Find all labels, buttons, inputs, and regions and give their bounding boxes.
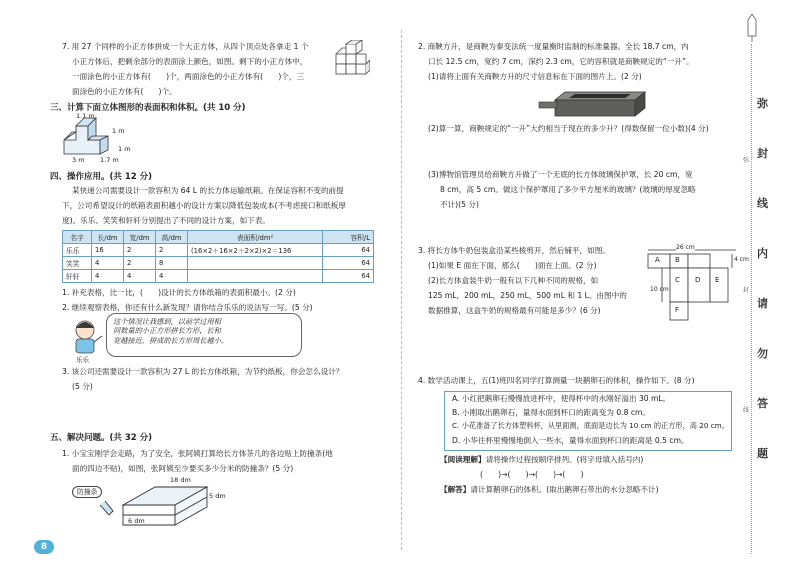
bubble-line1: 这个情况让我感到，以前学过用相 (113, 317, 221, 326)
dim-length: 3 m (72, 156, 85, 164)
dim-6dm: 6 dm (128, 517, 145, 525)
cell: 4 (156, 270, 188, 283)
sec4-p1: 某快递公司需要设计一款容积为 64 L 的长方体运输纸箱。在保证容积不变的前提 (72, 186, 344, 195)
child-figure (68, 318, 104, 360)
cell: 笑笑 (63, 257, 92, 270)
q2-d: (2)算一算，商鞅规定的“一升”大约相当于现在的多少升？(得数保留一位小数)(4 分) (428, 124, 709, 133)
seal-char-1: 弥 (743, 157, 750, 164)
table-row (63, 257, 374, 270)
design-table (62, 230, 374, 283)
dim-4cm: 4 cm (734, 256, 749, 263)
dim-width: 1.7 m (100, 156, 119, 164)
cell: 4 (124, 270, 156, 283)
q4-a: 4. 数学活动课上，五(1)班四名同学打算测量一块鹅卵石的体积，操作如下。(8 分) (418, 376, 695, 385)
cell: 乐乐 (63, 244, 92, 257)
q7-line3: 一面涂色的小正方体有( )个，两面涂色的小正方体有( )个，三 (72, 72, 305, 81)
q2-g: 不计)(5 分) (440, 200, 479, 209)
dim-18dm: 18 dm (170, 476, 191, 484)
cell: 64 (323, 257, 374, 270)
sec5-q1a: 1. 小宝宝刚学会走路，为了安全，张阿姨打算给长方体茶几的各边贴上防撞条(地 (62, 449, 333, 458)
cube-figure (334, 40, 370, 84)
margin-char-1: 弥 (757, 97, 768, 110)
dim-26cm: 26 cm (676, 244, 695, 251)
bubble-line2: 同数量的小正方形拼长方形，长和 (113, 326, 221, 336)
cell: 64 (323, 244, 374, 257)
margin-char-4: 内 (757, 247, 768, 260)
reading-label: 【阅读理解】 (440, 455, 486, 464)
reading-text: 请将操作过程按顺序排列。(将字母填入括号内) (485, 455, 644, 464)
sec4-p2: 下，公司希望设计的纸箱表面积越小的设计方案以降低包装成本(不考虑接口和纸板厚 (62, 201, 346, 210)
q3-c: (2)长方体盒装牛奶一般有以下几种不同的规格，如 (428, 276, 599, 285)
q3-d: 125 mL，200 mL，250 mL，500 mL 和 1 L。由图中的 (428, 291, 627, 300)
seal-char-2: 封 (743, 287, 750, 294)
net-face-f: F (675, 306, 680, 314)
cell: 2 (124, 244, 156, 257)
reading-line (440, 455, 643, 464)
shang-yang-vessel-figure (535, 86, 650, 120)
answer-cell[interactable] (188, 257, 323, 270)
table-row (63, 244, 374, 257)
sec4-q2: 2. 继续观察表格，你还有什么新发现？请你结合乐乐的说法写一写。(5 分) (62, 303, 313, 312)
table-row (63, 270, 374, 283)
answer-cell[interactable] (188, 270, 323, 283)
q2-a: 2. 商鞅方升，是商鞅为秦变法统一度量衡时监制的标准量器。全长 18.7 cm，内 (418, 42, 689, 51)
net-face-b: B (675, 256, 680, 264)
cell: 4 (92, 257, 124, 270)
seal-char-3: 线 (743, 407, 750, 414)
th-volume: 容积/L (323, 231, 374, 244)
section4-title: 四、操作应用。(共 12 分) (50, 172, 153, 182)
q3-b: (1)如果 E 面在下面，那么( )面在上面。(2 分) (428, 261, 597, 270)
table-header-row (63, 231, 374, 244)
q2-f: 8 cm，高 5 cm。做这个保护罩用了多少平方厘米的玻璃？(玻璃的厚度忽略 (440, 185, 696, 194)
sec5-q1b: 面的四边不贴)，如图，张阿姨至少要买多少分米的防撞条？(5 分) (72, 464, 294, 473)
q2-b: 口长 12.5 cm，宽约 7 cm，深约 2.3 cm，它的容积就是商鞅规定的“一升”。 (428, 57, 694, 66)
option-b: B. 小刚取出鹅卵石，量得水面到杯口的距离变为 0.8 cm。 (452, 408, 650, 417)
q3-a: 3. 将长方体牛奶包装盒沿某些棱剪开，然后铺平，如图。 (418, 246, 610, 255)
th-name: 名字 (63, 231, 92, 244)
cell: 64 (323, 270, 374, 283)
page-divider (401, 30, 403, 550)
net-face-c: C (675, 276, 680, 284)
th-width: 宽/dm (124, 231, 156, 244)
th-area: 表面积/dm² (188, 231, 323, 244)
margin-char-2: 封 (757, 147, 768, 160)
margin-char-6: 勿 (757, 347, 768, 360)
dim-height: 1 m (118, 145, 131, 153)
option-d: D. 小华往杯里慢慢地倒入一些水，量得水面到杯口的距离是 0.5 cm。 (452, 436, 689, 445)
margin-char-3: 线 (757, 197, 768, 210)
cell: 轩轩 (63, 270, 92, 283)
order-blanks[interactable]: ( )→( )→( )→( ) (480, 470, 584, 479)
dim-right: 1 m (112, 127, 125, 135)
th-length: 长/dm (92, 231, 124, 244)
option-c: C. 小花准备了长方体塑料杯，从里面测，底面是边长为 10 cm 的正方形，高 20 cm。 (452, 421, 729, 430)
solve-text: 请计算鹅卵石的体积。(取出鹅卵石带出的水分忽略不计) (470, 485, 659, 494)
sec4-q3: 3. 该公司还需要设计一款容积为 27 L 的长方体纸箱，为节约纸板，你会怎么设计？ (62, 367, 344, 376)
solve-label: 【解答】 (440, 485, 471, 494)
q2-c: (1)请将上面有关商鞅方升的尺寸信息标在下面的图片上。(2 分) (428, 72, 642, 81)
net-face-a: A (655, 256, 660, 264)
coffee-table-figure (95, 475, 215, 533)
section5-title: 五、解决问题。(共 32 分) (50, 433, 153, 443)
sec4-q3-pts: (5 分) (72, 382, 93, 391)
speech-bubble (106, 313, 302, 357)
cell: 2 (156, 244, 188, 257)
margin-char-8: 题 (757, 447, 768, 460)
dim-10cm: 10 cm (650, 286, 669, 293)
pencil-icon (746, 14, 758, 42)
seal-line (751, 44, 753, 554)
page-number: 8 (34, 540, 54, 554)
q7-line1: 7. 用 27 个同样的小正方体拼成一个大正方体，从四个顶点处各拿走 1 个 (62, 42, 309, 51)
option-a: A. 小红把鹅卵石慢慢放进杯中，使得杯中的水刚好溢出 30 mL。 (452, 394, 671, 403)
solve-line (440, 485, 659, 494)
dim-top: 1.1 m (76, 112, 95, 120)
cell: 8 (156, 257, 188, 270)
margin-char-7: 答 (757, 397, 768, 410)
q7-line4: 面涂色的小正方体有( )个。 (72, 87, 177, 96)
cell: 16 (92, 244, 124, 257)
q7-line2: 小正方体后，把剩余部分的表面涂上颜色，如图。剩下的小正方体中， (72, 57, 308, 66)
strip-label: 防撞条 (72, 486, 102, 498)
dim-5dm: 5 dm (209, 492, 226, 500)
margin-char-5: 请 (757, 297, 768, 310)
bubble-line3: 宽越接近，拼成的长方形周长越小。 (113, 335, 229, 345)
net-face-e: E (715, 276, 720, 284)
cell: 4 (92, 270, 124, 283)
th-height: 高/dm (156, 231, 188, 244)
net-face-d: D (695, 276, 701, 284)
q2-e: (3)博物馆管理员给商鞅方升做了一个无底的长方体玻璃保护罩，长 20 cm，宽 (428, 170, 693, 179)
cell: (16×2＋16×2＋2×2)×2＝136 (188, 244, 323, 257)
section3-title: 三、计算下面立体图形的表面积和体积。(共 10 分) (50, 103, 246, 113)
q3-e: 数据推算，这盒牛奶的规格最有可能是多少？(6 分) (428, 306, 601, 315)
cell: 2 (124, 257, 156, 270)
sec4-p3: 度)。乐乐、笑笑和轩轩分别提出了不同的设计方案，如下表。 (62, 216, 270, 225)
speaker-label: 乐乐 (76, 356, 89, 364)
sec4-q1: 1. 补充表格，比一比，( )设计的长方体纸箱的表面积最小。(2 分) (62, 288, 296, 297)
